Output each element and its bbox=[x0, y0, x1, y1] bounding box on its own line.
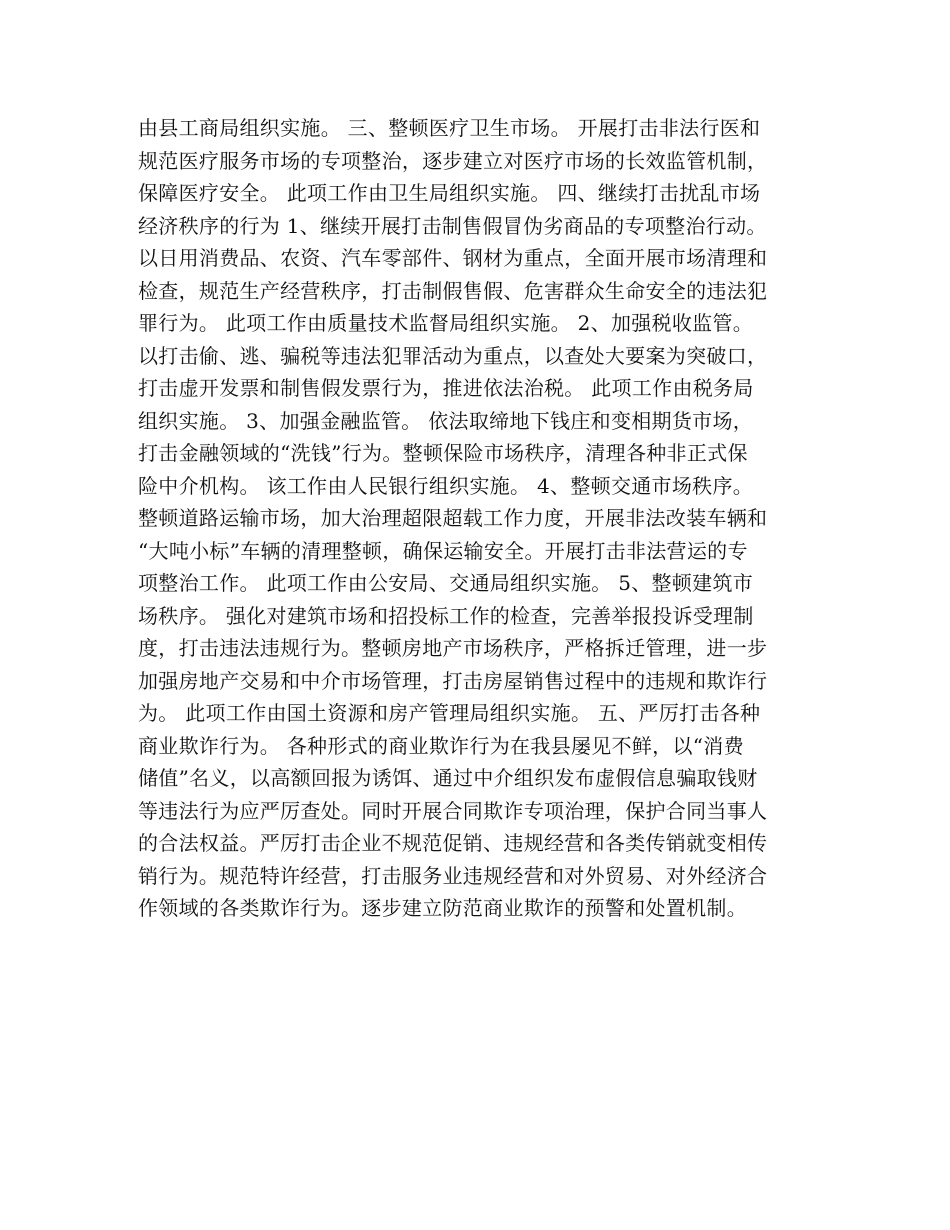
text-line: 保障医疗安全。 此项工作由卫生局组织实施。 四、继续打击扰乱市场 bbox=[138, 181, 761, 205]
text-line: 规范医疗服务市场的专项整治，逐步建立对医疗市场的长效监管机制， bbox=[138, 148, 768, 173]
body-text bbox=[138, 112, 818, 925]
text-line: 场秩序。 强化对建筑市场和招投标工作的检查，完善举报投诉受理制 bbox=[138, 603, 754, 628]
text-line: 销行为。规范特许经营，打击服务业违规经营和对外贸易、对外经济合 bbox=[138, 863, 768, 888]
text-line: 以日用消费品、农资、汽车零部件、钢材为重点，全面开展市场清理和 bbox=[138, 246, 768, 270]
text-line: 检查，规范生产经营秩序，打击制假售假、危害群众生命安全的违法犯 bbox=[138, 278, 768, 303]
text-line: 以打击偷、逃、骗税等违法犯罪活动为重点，以查处大要案为突破口， bbox=[138, 343, 768, 368]
text-line: 作领域的各类欺诈行为。逐步建立防范商业欺诈的预警和处置机制。 bbox=[138, 896, 747, 920]
text-line: 由县工商局组织实施。 三、整顿医疗卫生市场。 开展打击非法行医和 bbox=[138, 116, 761, 140]
text-line: 险中介机构。 该工作由人民银行组织实施。 4、整顿交通市场秩序。 bbox=[138, 473, 754, 498]
text-line: 的合法权益。严厉打击企业不规范促销、违规经营和各类传销就变相传 bbox=[138, 831, 768, 855]
text-line: 加强房地产交易和中介市场管理，打击房屋销售过程中的违规和欺诈行 bbox=[138, 668, 768, 693]
text-line: 度，打击违法违规行为。整顿房地产市场秩序，严格拆迁管理，进一步 bbox=[138, 636, 768, 660]
text-line: 为。 此项工作由国土资源和房产管理局组织实施。 五、严厉打击各种 bbox=[138, 701, 761, 725]
text-line: 整顿道路运输市场，加大治理超限超载工作力度，开展非法改装车辆和 bbox=[138, 506, 768, 530]
text-line: 组织实施。 3、加强金融监管。 依法取缔地下钱庄和变相期货市场， bbox=[138, 408, 754, 433]
text-line: 商业欺诈行为。 各种形式的商业欺诈行为在我县屡见不鲜，以“消费 bbox=[138, 733, 744, 758]
text-line: 储值”名义，以高额回报为诱饵、通过中介组织发布虚假信息骗取钱财 bbox=[138, 766, 758, 790]
text-line: 罪行为。 此项工作由质量技术监督局组织实施。 2、加强税收监管。 bbox=[138, 311, 754, 335]
text-line: 经济秩序的行为 1、继续开展打击制售假冒伪劣商品的专项整治行动。 bbox=[138, 213, 767, 238]
text-line: 打击虚开发票和制售假发票行为，推进依法治税。 此项工作由税务局 bbox=[138, 376, 754, 400]
text-line: 等违法行为应严厉查处。同时开展合同欺诈专项治理，保护合同当事人 bbox=[138, 798, 768, 823]
text-line: 项整治工作。 此项工作由公安局、交通局组织实施。 5、整顿建筑市 bbox=[138, 571, 754, 595]
text-line: 打击金融领域的“洗钱”行为。整顿保险市场秩序，清理各种非正式保 bbox=[138, 441, 748, 465]
text-line: “大吨小标”车辆的清理整顿，确保运输安全。开展打击非法营运的专 bbox=[138, 538, 748, 563]
